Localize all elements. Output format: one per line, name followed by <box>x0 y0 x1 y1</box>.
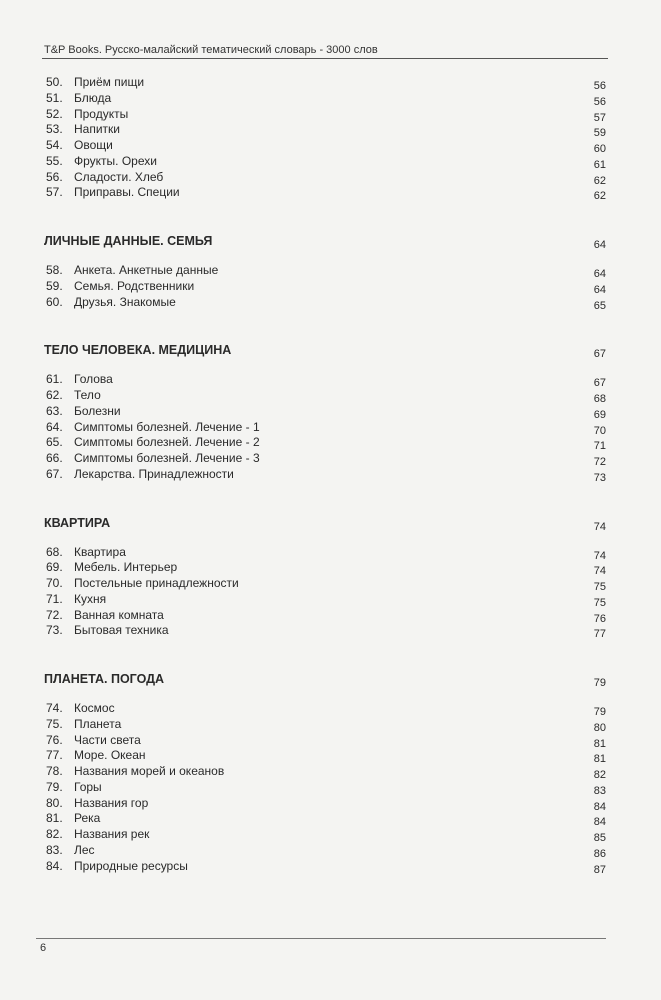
entry-title: Друзья. Знакомые <box>74 294 176 309</box>
entry-page: 75 <box>593 581 606 593</box>
entry-title: Фрукты. Орехи <box>74 153 157 168</box>
entry-page: 80 <box>593 721 606 734</box>
entry-page: 87 <box>593 863 606 876</box>
entry-title: Овощи <box>74 138 113 152</box>
section-page: 64 <box>593 239 606 251</box>
entry-page: 84 <box>593 800 606 813</box>
entry-number: 58. <box>46 263 63 277</box>
entry-title: Космос <box>74 701 115 715</box>
entry-title: Анкета. Анкетные данные <box>74 263 219 277</box>
toc-entry[interactable] <box>46 544 606 560</box>
entry-number: 75. <box>46 716 63 731</box>
toc-entry[interactable] <box>46 262 606 278</box>
entry-number: 70. <box>46 576 63 590</box>
entry-number: 62. <box>46 388 63 402</box>
footer-divider <box>36 938 606 939</box>
page-number: 6 <box>40 942 47 954</box>
entry-title: Названия рек <box>74 827 150 841</box>
entry-title: Приправы. Специи <box>74 185 180 200</box>
toc-entry[interactable] <box>46 387 606 403</box>
entry-number: 50. <box>46 75 63 89</box>
entry-title: Продукты <box>74 106 129 121</box>
toc-entry[interactable] <box>46 184 606 203</box>
toc-entry[interactable] <box>46 74 606 90</box>
entry-title: Симптомы болезней. Лечение - 3 <box>74 451 260 465</box>
running-header: T&P Books. Русско-малайский тематический словарь - 3000 слов <box>44 44 378 56</box>
toc-entry[interactable] <box>46 419 606 435</box>
entry-page: 74 <box>593 549 606 562</box>
toc-entry[interactable] <box>46 90 606 106</box>
entry-number: 76. <box>46 732 63 747</box>
toc-entry[interactable] <box>46 169 606 185</box>
entry-number: 55. <box>46 153 63 168</box>
toc-entry[interactable] <box>46 371 606 390</box>
entry-number: 57. <box>46 185 63 200</box>
toc-entry[interactable] <box>46 763 606 779</box>
entry-number: 79. <box>46 779 63 794</box>
section-heading[interactable] <box>44 232 606 250</box>
header-divider <box>42 58 608 59</box>
entry-title: Блюда <box>74 90 112 105</box>
section-page: 67 <box>593 348 606 361</box>
entry-number: 81. <box>46 811 63 826</box>
entry-page: 69 <box>593 408 606 421</box>
entry-title: Названия гор <box>74 795 149 810</box>
entry-page: 81 <box>593 753 606 766</box>
entry-number: 52. <box>46 106 63 121</box>
section-page: 79 <box>593 677 606 689</box>
toc-entry[interactable] <box>46 121 606 140</box>
entry-page: 81 <box>593 737 606 750</box>
toc-entry[interactable] <box>46 278 606 294</box>
entry-number: 69. <box>46 560 63 575</box>
entry-title: Семья. Родственники <box>74 278 195 293</box>
entry-number: 59. <box>46 278 63 293</box>
entry-title: Горы <box>74 779 102 794</box>
entry-page: 86 <box>593 847 606 860</box>
entry-title: Река <box>74 811 101 826</box>
entry-page: 64 <box>593 283 606 296</box>
toc-entry[interactable] <box>46 810 606 829</box>
entry-page: 71 <box>593 440 606 453</box>
entry-title: Тело <box>74 388 101 402</box>
entry-page: 57 <box>593 111 606 124</box>
entry-title: Квартира <box>74 544 126 559</box>
toc-entry[interactable] <box>46 434 606 453</box>
toc-entry[interactable] <box>46 106 606 122</box>
toc-entry[interactable] <box>46 747 606 766</box>
entry-number: 84. <box>46 858 63 873</box>
toc-entry[interactable] <box>46 607 606 623</box>
toc-entry[interactable] <box>46 466 606 482</box>
entry-number: 83. <box>46 842 63 857</box>
section-title: ЛИЧНЫЕ ДАННЫЕ. СЕМЬЯ <box>44 234 213 248</box>
entry-number: 64. <box>46 419 63 434</box>
entry-title: Природные ресурсы <box>74 858 188 873</box>
section-page: 74 <box>593 520 606 533</box>
toc-entry[interactable] <box>46 858 606 874</box>
entry-title: Приём пищи <box>74 75 145 89</box>
entry-number: 82. <box>46 827 63 841</box>
entry-page: 73 <box>593 471 606 484</box>
entry-title: Голова <box>74 372 113 387</box>
entry-page: 84 <box>593 816 606 829</box>
entry-page: 68 <box>593 393 606 405</box>
entry-page: 70 <box>593 424 606 437</box>
entry-number: 60. <box>46 294 63 309</box>
entry-page: 76 <box>593 612 606 625</box>
entry-number: 51. <box>46 90 63 105</box>
entry-page: 56 <box>593 95 606 108</box>
entry-number: 54. <box>46 138 63 152</box>
section-title: КВАРТИРА <box>44 515 111 530</box>
toc-entry[interactable] <box>46 795 606 811</box>
entry-title: Ванная комната <box>74 607 164 622</box>
toc-entry[interactable] <box>46 559 606 578</box>
entry-number: 66. <box>46 451 63 465</box>
entry-title: Напитки <box>74 122 120 137</box>
entry-title: Постельные принадлежности <box>74 576 239 590</box>
entry-number: 68. <box>46 544 63 559</box>
section-title: ТЕЛО ЧЕЛОВЕКА. МЕДИЦИНА <box>44 343 232 358</box>
entry-title: Бытовая техника <box>74 623 169 638</box>
toc-entry[interactable] <box>46 153 606 169</box>
entry-page: 75 <box>593 596 606 609</box>
section-heading[interactable] <box>44 514 606 532</box>
entry-title: Названия морей и океанов <box>74 764 225 778</box>
entry-page: 74 <box>593 565 606 578</box>
toc-entry[interactable] <box>46 716 606 732</box>
toc-entry[interactable] <box>46 779 606 795</box>
entry-number: 78. <box>46 764 63 778</box>
entry-page: 56 <box>593 80 606 92</box>
entry-page: 61 <box>593 158 606 171</box>
entry-number: 73. <box>46 623 63 638</box>
entry-number: 72. <box>46 607 63 622</box>
entry-number: 67. <box>46 466 63 481</box>
toc-entry[interactable] <box>46 450 606 466</box>
entry-number: 53. <box>46 122 63 137</box>
entry-page: 59 <box>593 127 606 140</box>
entry-title: Сладости. Хлеб <box>74 169 164 184</box>
entry-title: Болезни <box>74 403 121 418</box>
section-heading[interactable] <box>44 341 606 359</box>
section-title: ПЛАНЕТА. ПОГОДА <box>44 672 165 686</box>
entry-page: 85 <box>593 832 606 844</box>
entry-number: 56. <box>46 169 63 184</box>
entry-title: Лекарства. Принадлежности <box>74 466 234 481</box>
entry-number: 61. <box>46 372 63 387</box>
entry-title: Море. Океан <box>74 748 146 763</box>
toc-entry[interactable] <box>46 700 606 716</box>
entry-number: 63. <box>46 403 63 418</box>
entry-number: 77. <box>46 748 63 763</box>
entry-title: Симптомы болезней. Лечение - 1 <box>74 419 260 434</box>
entry-page: 65 <box>593 299 606 312</box>
entry-title: Части света <box>74 732 141 747</box>
toc-entry[interactable] <box>46 294 606 310</box>
toc-entry[interactable] <box>46 622 606 641</box>
entry-title: Мебель. Интерьер <box>74 560 178 575</box>
entry-page: 79 <box>593 706 606 718</box>
entry-number: 74. <box>46 701 63 715</box>
toc-entry[interactable] <box>46 575 606 591</box>
entry-title: Планета <box>74 716 122 731</box>
entry-page: 60 <box>593 143 606 155</box>
entry-title: Лес <box>74 842 95 857</box>
toc-entry[interactable] <box>46 842 606 858</box>
toc-entry[interactable] <box>46 403 606 419</box>
entry-title: Кухня <box>74 591 107 606</box>
entry-number: 71. <box>46 591 63 606</box>
toc-entry[interactable] <box>46 732 606 748</box>
toc-entry[interactable] <box>46 591 606 607</box>
section-heading[interactable] <box>44 670 606 688</box>
toc-entry[interactable] <box>46 137 606 153</box>
entry-page: 77 <box>593 628 606 641</box>
entry-page: 72 <box>593 456 606 468</box>
entry-page: 62 <box>593 190 606 203</box>
entry-page: 67 <box>593 377 606 390</box>
entry-page: 82 <box>593 769 606 781</box>
entry-title: Симптомы болезней. Лечение - 2 <box>74 435 260 450</box>
entry-page: 64 <box>593 268 606 280</box>
toc-entry[interactable] <box>46 826 606 842</box>
entry-number: 80. <box>46 795 63 810</box>
entry-number: 65. <box>46 435 63 450</box>
entry-page: 62 <box>593 174 606 187</box>
entry-page: 83 <box>593 784 606 797</box>
